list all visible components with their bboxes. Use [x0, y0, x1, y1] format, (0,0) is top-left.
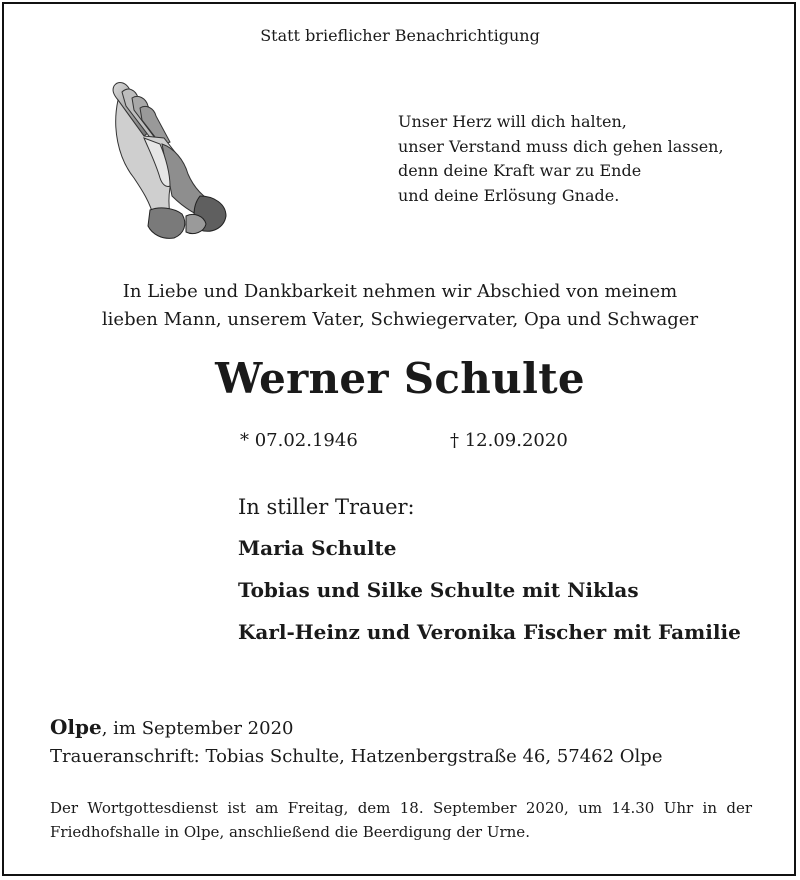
poem-line: unser Verstand muss dich gehen lassen,: [398, 136, 724, 156]
mourning-heading: In stiller Trauer:: [238, 495, 415, 519]
place-name: Olpe: [50, 715, 102, 739]
death-date: † 12.09.2020: [450, 430, 568, 451]
intro-line: lieben Mann, unserem Vater, Schwiegervater, Opa und Schwager: [101, 308, 699, 330]
mourning-address: Traueranschrift: Tobias Schulte, Hatzenbergstraße 46, 57462 Olpe: [50, 746, 663, 767]
poem-line: und deine Erlösung Gnade.: [398, 185, 620, 205]
poem-line: denn deine Kraft war zu Ende: [398, 161, 642, 180]
intro-text: [0, 278, 800, 333]
mourner-name: Maria Schulte: [238, 536, 397, 560]
mourner-name: Karl-Heinz und Veronika Fischer mit Familie: [238, 620, 741, 644]
mourner-name: Tobias und Silke Schulte mit Niklas: [238, 578, 639, 602]
service-info: Der Wortgottesdienst ist am Freitag, dem 18. September 2020, um 14.30 Uhr in der Friedhofshalle in Olpe, anschließend die Beerdigung der Urne.: [50, 799, 752, 841]
date-text: , im September 2020: [101, 718, 294, 739]
poem-line: Unser Herz will dich halten,: [398, 112, 627, 131]
place-date-line: [50, 715, 294, 739]
deceased-name: Werner Schulte: [215, 354, 585, 403]
birth-date: * 07.02.1946: [240, 430, 358, 451]
intro-line: In Liebe und Dankbarkeit nehmen wir Abschied von meinem: [122, 281, 678, 302]
header-text: Statt brieflicher Benachrichtigung: [260, 26, 540, 45]
praying-hands-icon: [104, 78, 230, 242]
poem: [398, 110, 724, 208]
